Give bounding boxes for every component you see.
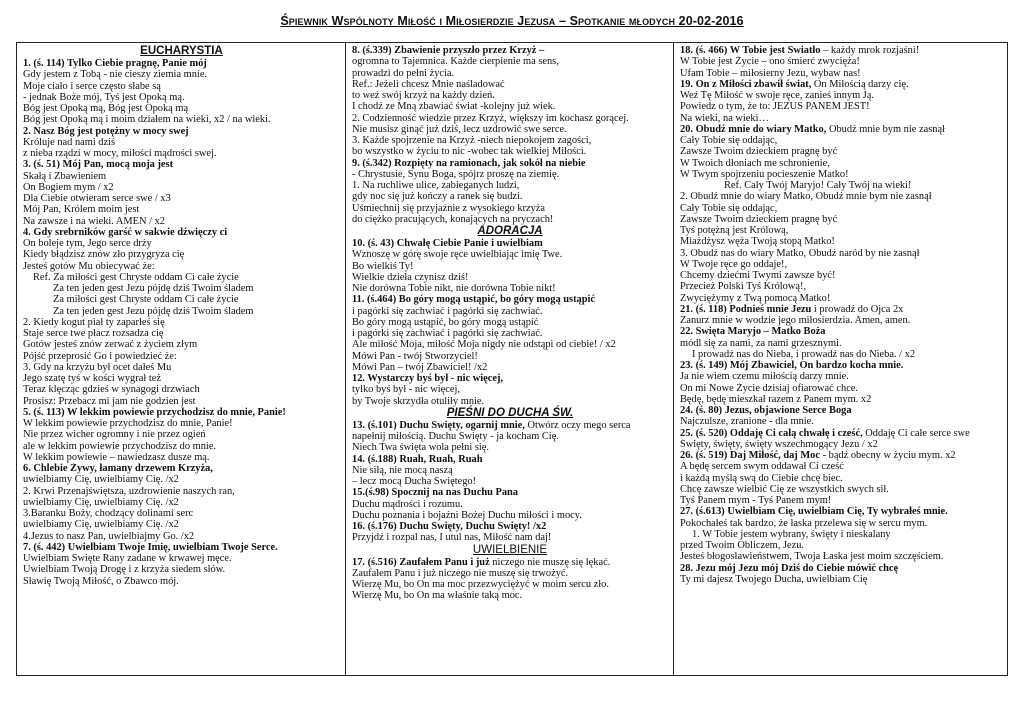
lyric-line: 3.Baranku Boży, chodzący dolinami serc: [23, 508, 194, 519]
lyric-line: Wierzę Mu, bo On ma moc przezwyciężyć w moim sercu zło.: [352, 579, 609, 590]
lyric-line: Bóg jest Opoką mą i moim działem na wieki, x2 / na wieki.: [23, 114, 271, 126]
lyric-line: Staje serce twe płacz rozsadza cię: [23, 328, 164, 339]
song-title-line: 28. Jezu mój Jezu mój Dziś do Ciebie mówić chcę: [680, 562, 899, 574]
song-title-line: 8. (ś.339) Zbawienie przyszło przez Krzyż –: [352, 45, 545, 56]
lyric-line: ale w lekkim powiewie przychodzisz do mnie.: [23, 440, 217, 452]
song-title-line: 11. (ś.464) Bo góry mogą ustąpić, bo góry mogą ustąpić: [352, 294, 596, 306]
lyric-line: Cały Tobie się oddając,: [680, 135, 778, 146]
lyric-line: Uwielbiam Twoją Drogę i z krzyża siedem słów.: [23, 564, 226, 576]
lyric-line: Ty mi dajesz Twojego Ducha, uwielbiam Cię: [680, 573, 868, 585]
lyric-line: módl się za nami, za nami grzesznymi.: [680, 337, 842, 349]
lyric-line: I prowadź nas do Nieba, i prowadź nas do Nieba. / x2: [692, 348, 916, 360]
lyric-line: przed Twoim Obliczem, Jezu.: [680, 540, 805, 551]
song-title-line: 10. (ś. 43) Chwałę Ciebie Panie i uwielbiam: [352, 238, 543, 249]
lyric-line: Mój Pan, Królem moim jest: [23, 204, 140, 216]
lyric-line: 1. W Tobie jestem wybrany, święty i nieskalany: [692, 528, 891, 540]
lyric-line: prowadzi do pełni życia.: [352, 67, 455, 79]
lyric-line: Zawsze Twoim dzieckiem pragnę być: [680, 213, 838, 225]
lyric-line: to weź swój krzyż na każdy dzień.: [352, 90, 495, 101]
lyric-line: Miażdżysz węża Twoją stopą Matko!: [680, 236, 835, 248]
lyric-line: A będę sercem swym oddawał Ci cześć: [680, 461, 844, 473]
lyric-line: i pagórki się zachwiać i pagórki się zachwiać.: [352, 328, 543, 339]
lyric-line: Chcemy dziećmi Twymi zawsze być!: [680, 270, 836, 281]
lyric-line: gdy noc się już kończy a ranek się budzi.: [352, 191, 523, 203]
lyric-line: Nie przez wicher ogromny i nie przez ogień: [23, 429, 206, 441]
lyric-line: 2. Kiedy kogut piał ty zaparłeś się: [23, 316, 165, 328]
lyric-line: Pokochałeś tak bardzo, że łaska przelewa się w sercu mym.: [680, 517, 928, 529]
lyric-line: z nieba rządzi w mocy, miłości mądrości swej.: [23, 148, 217, 159]
lyric-line: Przecież Polski Tyś Królową!,: [680, 281, 807, 293]
lyric-line: 1. Na ruchliwe ulice, zabieganych ludzi,: [352, 180, 520, 191]
lyric-line: uwielbiamy Cię, uwielbiamy Cię. /x2: [23, 496, 179, 508]
lyric-line: tylko byś był - nic więcej,: [352, 384, 460, 396]
lyric-line: 2. Krwi Przenajświętsza, uzdrowienie naszych ran,: [23, 485, 235, 497]
lyric-line: Teraz klęcząc gdzieś w synagogi drzwiach: [23, 384, 200, 396]
section-heading: UWIELBIENIE: [472, 543, 548, 556]
lyric-line: Nie dorówna Tobie nikt, nie dorówna Tobie nikt!: [352, 283, 556, 294]
lyric-line: 3. Każde spojrzenie na Krzyż -niech niepokojem zagości,: [352, 135, 592, 146]
lyric-line: Kiedy błądzisz znów zło przygryza cię: [23, 249, 185, 261]
lyric-line: Wielkie dzieła czynisz dziś!: [352, 271, 469, 283]
column-3: [674, 43, 1007, 675]
lyric-line: 4.Jezus to nasz Pan, uwielbiajmy Go. /x2: [23, 530, 195, 542]
lyric-line: Prosisz: Przebacz mi jam nie godzien jest: [23, 395, 196, 407]
song-title-line: 1. (ś. 114) Tylko Ciebie pragnę, Panie mój: [23, 58, 207, 69]
lyric-line: Cały Tobie się oddając,: [680, 202, 778, 214]
song-title-line: 19. On z Miłości zbawił świat, On Miłością darzy cię.: [680, 78, 909, 90]
lyric-line: Ref. Za miłości gest Chryste oddam Ci całe życie: [33, 271, 239, 283]
lyric-line: On boleje tym, Jego serce drży: [23, 238, 152, 249]
lyric-line: Niech Twa święta wola pełni się.: [352, 442, 490, 454]
lyric-line: Zaufałem Panu i już niczego nie muszę się trwożyć.: [352, 567, 569, 579]
song-title-line: 2. Nasz Bóg jest potężny w mocy swej: [23, 125, 189, 137]
song-title-line: 12. Wystarczy byś był - nic więcej,: [352, 373, 504, 384]
lyric-line: Przyjdź i rozpal nas, I utul nas, Miłość nam daj!: [352, 532, 552, 544]
lyric-line: W Twym spojrzeniu pocieszenie Matko!: [680, 168, 849, 180]
lyric-line: 2. Codzienność wiedzie przez Krzyż, większy im kochasz gorącej.: [352, 112, 629, 124]
lyric-line: i każdą myślą swą do Ciebie chcę biec.: [680, 472, 843, 484]
song-title-line: 4. Gdy srebrników garść w sakwie dźwięczy ci: [23, 226, 228, 238]
lyric-line: Nie siłą, nie mocą naszą: [352, 464, 453, 476]
song-title-line: 20. Obudź mnie do wiary Matko, Obudź mnie bym nie zasnął: [680, 123, 945, 135]
lyric-line: uwielbiamy Cię, uwielbiamy Cię. /x2: [23, 519, 179, 531]
song-title-line: 13. (ś.101) Duchu Święty, ogarnij mnie, Otwórz oczy mego serca: [352, 419, 631, 431]
song-title-line: 6. Chlebie Żywy, łamany drzewem Krzyża,: [23, 463, 213, 474]
lyric-line: Nie musisz ginąć już dziś, lecz uzdrowić swe serce.: [352, 123, 567, 135]
song-title-line: 25. (ś. 520) Oddaję Ci całą chwałę i cześć, Oddaję Ci całe serce swe: [680, 427, 970, 439]
lyric-line: Ale miłość Moja, miłość Moja nigdy nie odstąpi od ciebie! / x2: [352, 339, 616, 351]
lyric-line: Wznoszę w górę swoje ręce uwielbiając imię Twe.: [352, 249, 563, 261]
lyric-line: Chcę zawsze wielbić Cię ze wszystkich swych sił.: [680, 483, 889, 495]
song-title-line: 21. (ś. 118) Podnieś mnie Jezu i prowadź do Ojca 2x: [680, 303, 904, 315]
section-heading: EUCHARYSTIA: [140, 45, 223, 57]
lyric-line: Wierzę Mu, bo On ma właśnie taką moc.: [352, 590, 523, 602]
lyric-line: Dla Ciebie otwieram serce swe / x3: [23, 193, 171, 204]
lyric-line: Najczulsze, zranione - dla mnie.: [680, 416, 814, 428]
lyric-line: Na wieki, na wieki…: [680, 112, 769, 124]
lyric-line: 3. Obudź nas do wiary Matko, Obudź naród by nie zasnął: [680, 247, 920, 259]
song-title-line: 24. (ś. 80) Jezus, objawione Serce Boga: [680, 405, 852, 416]
lyric-line: Gdy jestem z Tobą - nie cieszy ziemia mnie.: [23, 69, 208, 81]
lyric-line: W Tobie jest Życie – ono śmierć zwycięża!: [680, 56, 860, 68]
lyric-line: Tyś potężną jest Królową,: [680, 225, 789, 236]
song-title-line: 3. (ś. 51) Mój Pan, mocą moja jest: [23, 159, 174, 171]
lyric-line: Na zawsze i na wieki. AMEN / x2: [23, 215, 165, 227]
title-main: Śpiewnik Wspólnoty Miłość i Miłosierdzie Jezusa – Spotkanie młodych: [280, 14, 676, 28]
lyric-line: Mówi Pan – twój Zbawiciel! /x2: [352, 361, 488, 373]
lyric-line: Sławię Twoją Miłość, o Zbawco mój.: [23, 575, 179, 587]
lyric-line: - Chrystusie, Synu Boga, spójrz proszę na ziemię.: [352, 168, 560, 180]
lyric-line: Ja nie wiem czemu miłością darzy mnie.: [680, 371, 849, 383]
song-title-line: 9. (ś.342) Rozpięty na ramionach, jak sokół na niebie: [352, 157, 586, 169]
section-heading: ADORACJA: [477, 225, 543, 237]
lyric-line: ogromna to Tajemnica. Każde cierpienie ma sens,: [352, 56, 559, 68]
lyric-line: Ref.: Jeżeli chcesz Mnie naśladować: [352, 78, 505, 90]
song-title-line: 14. (ś.188) Ruah, Ruah, Ruah: [352, 453, 483, 465]
lyric-line: Za miłości gest Chryste oddam Ci całe życie: [53, 294, 239, 306]
lyric-line: Jego szatę tyś w kości wygrał też: [23, 373, 161, 384]
lyric-line: do ciężko pracujących, konających na pryczach!: [352, 213, 554, 225]
lyric-line: Święty, święty, święty wszechmogący Jezu / x2: [680, 438, 878, 450]
lyric-line: Duchu poznania i bojaźni Bożej Duchu miłości i mocy.: [352, 509, 582, 521]
lyric-line: 2. Obudź mnie do wiary Matko, Obudź mnie bym nie zasnął: [680, 191, 932, 203]
song-title-line: 27. (ś.613) Uwielbiam Cię, uwielbiam Cię, Ty wybrałeś mnie.: [680, 506, 948, 518]
song-title-line: 15.(ś.98) Spocznij na nas Duchu Pana: [352, 487, 518, 499]
lyric-line: Króluje nad nami dziś: [23, 136, 116, 148]
lyric-line: Uwielbiam Święte Rany zadane w krwawej męce.: [23, 553, 232, 564]
lyric-line: i pagórki się zachwiać i pagórki się zachwiać.: [352, 305, 543, 317]
lyric-line: Pójść przeprosić Go i powiedzieć że:: [23, 350, 177, 362]
song-title-line: 5. (ś. 113) W lekkim powiewie przychodzisz do mnie, Panie!: [23, 406, 286, 418]
lyric-line: Bo wielkiś Ty!: [352, 260, 414, 272]
page-title: [0, 14, 1024, 28]
lyric-line: Gotów jesteś znów zerwać z życiem złym: [23, 339, 198, 351]
lyric-line: W lekkim powiewie przychodzisz do mnie, Panie!: [23, 418, 233, 429]
lyric-line: Ufam Tobie – miłosierny Jezu, wybaw nas!: [680, 67, 861, 79]
lyric-line: On mi Nowe Życie dzisiaj ofiarować chce.: [680, 382, 859, 394]
lyric-line: Jesteś błogosławieństwem, Twoja Łaska jest moim szczęściem.: [680, 551, 944, 563]
song-title-line: 23. (ś. 149) Mój Zbawiciel, On bardzo kocha mnie.: [680, 360, 904, 371]
lyric-line: 3. Gdy na krzyżu był ocet dałeś Mu: [23, 361, 172, 373]
lyric-line: Weź Tę Miłość w swoje ręce, zanieś innym Ją.: [680, 90, 875, 101]
lyric-line: Zwyciężymy z Twą pomocą Matko!: [680, 292, 831, 304]
lyric-line: Moje ciało i serce często słabe są: [23, 80, 161, 92]
title-date: 20-02-2016: [678, 14, 744, 28]
lyric-line: Jesteś gotów Mu obiecywać że:: [23, 260, 155, 272]
song-title-line: 18. (ś. 466) W Tobie jest Światło – każdy mrok rozjaśni!: [680, 45, 920, 56]
lyric-line: W lekkim powiewie – nawiedzasz dusze mą.: [23, 451, 210, 463]
lyric-line: Za ten jeden gest Jezu pójdę dziś Twoim śladem: [53, 305, 254, 317]
lyric-line: Za ten jeden gest Jezu pójdę dziś Twoim śladem: [53, 283, 254, 294]
song-title-line: 26. (ś. 519) Daj Miłość, daj Moc - bądź obecny w życiu mym. x2: [680, 450, 956, 461]
song-title-line: 17. (ś.516) Zaufałem Panu i już niczego nie muszę się lękać.: [352, 556, 611, 568]
lyric-line: Skałą i Zbawieniem: [23, 170, 107, 182]
lyric-line: – lecz mocą Ducha Świętego!: [352, 476, 477, 487]
lyric-line: bo wszystko w życiu to nic -wobec tak wielkiej Miłości.: [352, 146, 587, 158]
lyric-line: Duchu mądrości i rozumu.: [352, 498, 463, 510]
lyric-line: Mówi Pan - twój Stworzyciel!: [352, 350, 478, 362]
songbook-table: [16, 42, 1008, 676]
lyric-line: Tyś Panem mym - Tyś Panem mym!: [680, 495, 832, 506]
lyric-line: by Twoje skrzydła otuliły mnie.: [352, 395, 485, 407]
lyric-line: Powiedz o tym, że to: JEZUS PANEM JEST!: [680, 101, 870, 113]
lyric-line: Zawsze Twoim dzieckiem pragnę być: [680, 146, 838, 158]
column-1: [17, 43, 346, 675]
song-title-line: 22. Święta Maryjo – Matko Boża: [680, 326, 826, 338]
column-2: [346, 43, 674, 675]
lyric-line: - jednak Boże mój, Tyś jest Opoką mą.: [23, 91, 185, 103]
lyric-line: On Bogiem mym / x2: [23, 181, 114, 193]
song-title-line: 7. (ś. 442) Uwielbiam Twoje Imię, uwielbiam Twoje Serce.: [23, 541, 278, 553]
lyric-line: napełnij miłością. Duchu Święty - ja kocham Cię.: [352, 431, 559, 442]
lyric-line: Zanurz mnie w wodzie jego miłosierdzia. Amen, amen.: [680, 315, 911, 326]
lyric-line: uwielbiamy Cię, uwielbiamy Cię. /x2: [23, 474, 179, 486]
lyric-line: W Twoje ręce go oddaje!,: [680, 258, 788, 270]
section-heading: PIEŚNI DO DUCHA ŚW.: [446, 406, 574, 419]
lyric-line: Będę, będę mieszkał razem z Panem mym. x2: [680, 393, 872, 405]
lyric-line: Ref. Cały Twój Maryjo! Cały Twój na wieki!: [724, 180, 912, 191]
lyric-line: W Twoich dłoniach me schronienie,: [680, 157, 830, 169]
lyric-line: I chodź ze Mną zbawiać świat -kolejny już wiek.: [352, 101, 556, 113]
song-title-line: 16. (ś.176) Duchu Święty, Duchu Święty! /x2: [352, 521, 547, 532]
lyric-line: Uśmiechnij się przyjaźnie z wysokiego krzyża: [352, 202, 546, 214]
lyric-line: Bo góry mogą ustąpić, bo góry mogą ustąpić: [352, 316, 539, 328]
lyric-line: Bóg jest Opoką mą, Bóg jest Opoką mą: [23, 103, 189, 114]
